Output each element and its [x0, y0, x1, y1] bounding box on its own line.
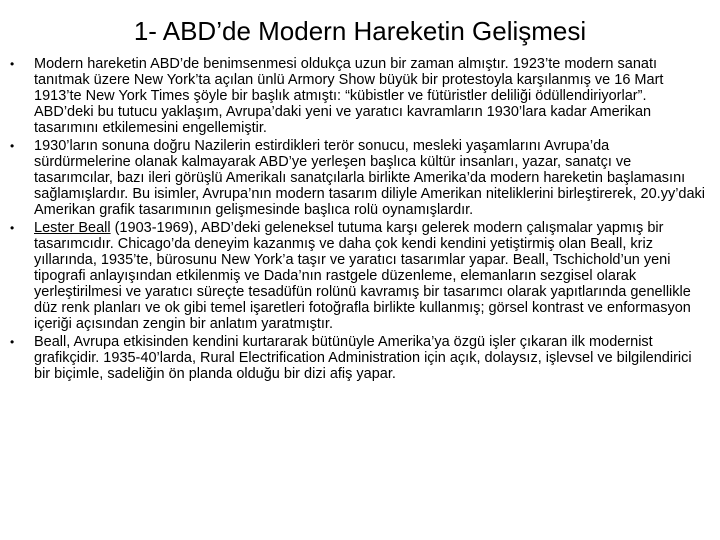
bullet-item-2 — [0, 138, 720, 218]
bullet-icon: • — [10, 221, 15, 235]
bullet-text: (1903-1969), ABD’deki geleneksel tutuma karşı gelerek modern çalışmalar yapmış bir tasarımcıdır. Chicago’da deneyim kazanmış ve daha çok kendi kendini yetiştirmiş olan Beall, kriz yıllarında, 1935’te, bürosunu New York’a taşır ve yaratıcı tasarımlar yapar. Beall, Tschichold’un yeni tipografi anlayışından etkilenmiş ve Dada’nın rastgele düzenleme, elemanların sezgisel olarak yerleştirilmesi ve yaratıcı süreçte tesadüfün rolünü kavramış bir tasarımcı olarak yapıtlarında genellikle düz renk planları ve ok gibi temel işaretleri fotoğrafla birlikte kullanmış; görsel kontrast ve enformasyon içeriği açısından zengin bir anlatım yaratmıştır. — [34, 220, 691, 332]
bullet-item-1 — [0, 56, 720, 136]
person-name: Lester Beall — [34, 220, 111, 236]
bullet-icon: • — [10, 57, 15, 71]
bullet-item-4 — [0, 334, 720, 382]
bullet-text: Modern hareketin ABD’de benimsenmesi oldukça uzun bir zaman almıştır. 1923’te modern sanatı tanıtmak üzere New York’ta açılan ünlü Armory Show büyük bir protestoyla karşılanmış ve 16 Mart 1913’te New York Times şöyle bir başlık atmıştı: “kübistler ve fütüristler deliliği ödüllendiriyorlar”. ABD’deki bu tutucu yaklaşım, Avrupa’daki yeni ve yaratıcı kavramların 1930’lara kadar Amerikan tasarımını etkilemesini engellemiştir. — [34, 56, 664, 136]
bullet-icon: • — [10, 335, 15, 349]
slide-title: 1- ABD’de Modern Hareketin Gelişmesi — [133, 16, 587, 46]
bullet-item-3 — [0, 220, 720, 332]
bullet-text: Beall, Avrupa etkisinden kendini kurtararak bütünüyle Amerika’ya özgü işler çıkaran ilk modernist grafikçidir. 1935-40’larda, Rural Electrification Administration için açık, dolaysız, işlevsel ve bilgilendirici bir biçimle, sadeliğin ön planda olduğu bir dizi afiş yapar. — [34, 334, 692, 382]
bullet-icon: • — [10, 139, 15, 153]
bullet-list — [0, 56, 720, 384]
bullet-text: 1930’ların sonuna doğru Nazilerin estirdikleri terör sonucu, mesleki yaşamlarını Avrupa’da sürdürmelerine olanak kalmayarak ABD’ye yerleşen başlıca kültür insanları, yazar, sanatçı ve tasarımcılar, bazı ileri görüşlü Amerikalı sanatçılarla birlikte Amerika’da modern hareketin başlamasını sağlamışlardır. Bu isimler, Avrupa’nın modern tasarım diliyle Amerikan niteliklerini birleştirerek, 20.yy’daki Amerikan grafik tasarımının gelişmesinde başlıca rolü oynamışlardır. — [34, 138, 706, 218]
